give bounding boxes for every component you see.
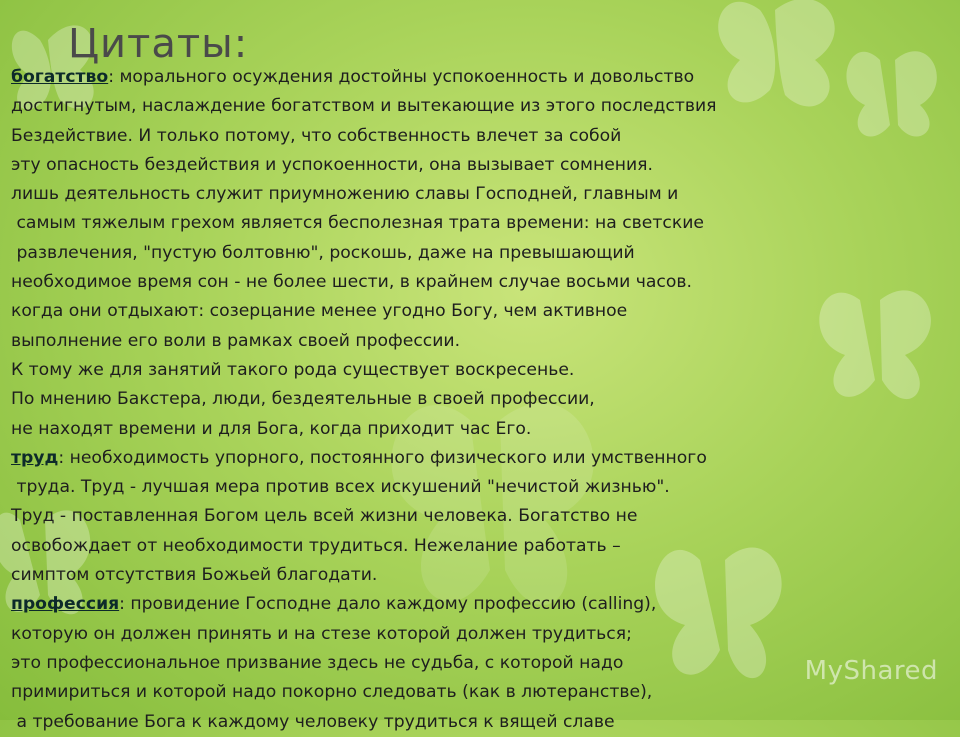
slide-title: Цитаты:: [68, 21, 249, 67]
text-line: [11, 444, 956, 473]
watermark-logo: MyShared: [804, 656, 938, 686]
line-text: примириться и которой надо покорно следовать (как в лютеранстве),: [11, 682, 653, 703]
line-text: труда. Труд - лучшая мера против всех искушений "нечистой жизнью".: [11, 477, 670, 498]
text-line: [11, 415, 956, 444]
text-line: [11, 385, 956, 414]
text-line: [11, 620, 956, 649]
line-text: лишь деятельность служит приумножению славы Господней, главным и: [11, 184, 679, 205]
line-text: К тому же для занятий такого рода существует воскресенье.: [11, 359, 575, 380]
line-text: : морального осуждения достойны успокоенность и довольство: [108, 67, 695, 87]
line-text: выполнение его воли в рамках своей профессии.: [11, 330, 461, 351]
text-line: [11, 561, 956, 590]
text-line: [11, 63, 956, 92]
text-line: [11, 122, 956, 151]
text-line: [11, 327, 956, 356]
text-line: [11, 151, 956, 180]
line-text: которую он должен принять и на стезе которой должен трудиться;: [11, 623, 632, 644]
text-line: [11, 708, 956, 737]
line-text: Бездействие. И только потому, что собственность влечет за собой: [11, 125, 622, 146]
text-line: [11, 356, 956, 385]
line-text: достигнутым, наслаждение богатством и вытекающие из этого последствия: [11, 96, 717, 117]
line-text: освобождает от необходимости трудиться. Нежелание работать –: [11, 535, 621, 556]
line-text: когда они отдыхают: созерцание менее угодно Богу, чем активное: [11, 301, 628, 322]
text-line: [11, 209, 956, 238]
text-line: [11, 239, 956, 268]
text-line: [11, 502, 956, 531]
line-text: необходимое время сон - не более шести, в крайнем случае восьми часов.: [11, 272, 692, 293]
line-text: По мнению Бакстера, люди, бездеятельные в своей профессии,: [11, 389, 595, 410]
line-text: Труд - поставленная Богом цель всей жизни человека. Богатство не: [11, 506, 638, 527]
quote-text-block: [11, 63, 956, 737]
line-text: развлечения, "пустую болтовню", роскошь, даже на превышающий: [11, 242, 635, 263]
line-text: не находят времени и для Бога, когда приходит час Его.: [11, 418, 532, 439]
term-label: труд: [11, 447, 59, 468]
line-text: : провидение Господне дало каждому профессию (calling),: [119, 594, 657, 615]
text-line: [11, 297, 956, 326]
text-line: [11, 180, 956, 209]
text-line: [11, 92, 956, 121]
line-text: эту опасность бездействия и успокоенности, она вызывает сомнения.: [11, 154, 653, 175]
term-label: профессия: [11, 594, 120, 615]
line-text: симптом отсутствия Божьей благодати.: [11, 565, 378, 586]
text-line: [11, 473, 956, 502]
line-text: самым тяжелым грехом является бесполезная трата времени: на светские: [11, 213, 704, 234]
line-text: а требование Бога к каждому человеку трудиться к вящей славе: [11, 711, 615, 732]
text-line: [11, 590, 956, 619]
text-line: [11, 268, 956, 297]
line-text: это профессиональное призвание здесь не судьба, с которой надо: [11, 652, 624, 673]
term-label: богатство: [11, 67, 109, 87]
line-text: : необходимость упорного, постоянного физического или умственного: [58, 447, 707, 468]
text-line: [11, 532, 956, 561]
